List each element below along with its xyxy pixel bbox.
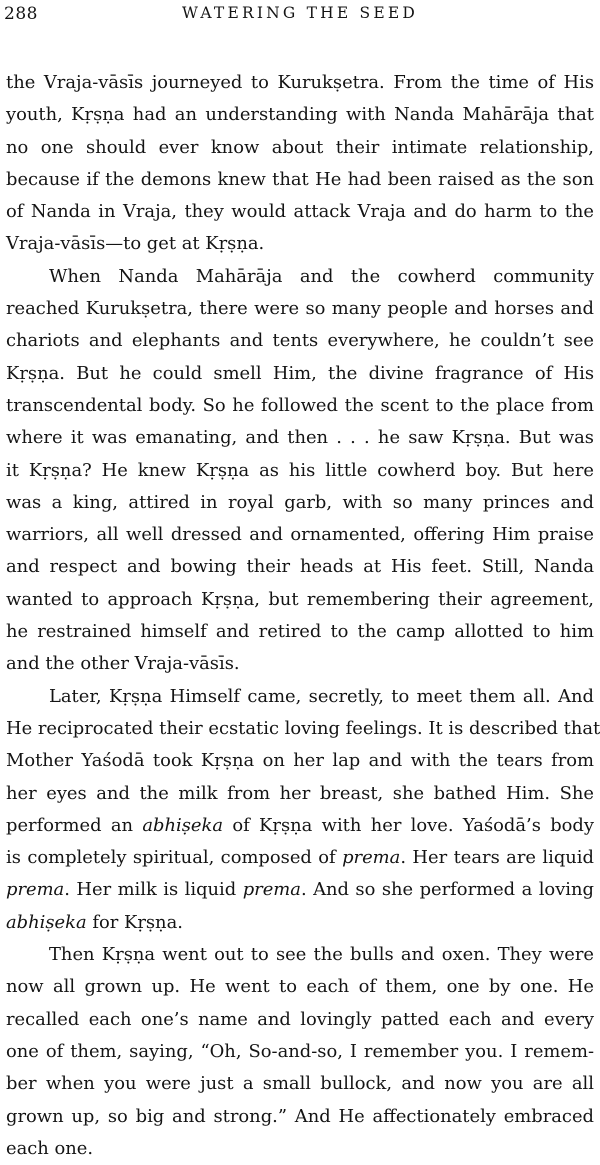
- text-line: abhiṣeka for Kṛṣṇa.: [6, 911, 183, 933]
- text-line: where it was emanating, and then . . . he saw Kṛṣṇa. But was: [6, 427, 594, 449]
- paragraph: [6, 939, 594, 1165]
- text-line: it Kṛṣṇa? He knew Kṛṣṇa as his little cowherd boy. But here: [6, 459, 594, 481]
- text-line: ber when you were just a small bullock, and now you are all: [6, 1073, 594, 1095]
- italic-term: prema: [6, 879, 65, 901]
- text-line: warriors, all well dressed and ornamented, offering Him praise: [6, 524, 594, 546]
- text-line: was a king, attired in royal garb, with so many princes and: [6, 491, 594, 513]
- body-text: [6, 67, 600, 1165]
- italic-term: prema: [242, 879, 301, 901]
- text-line: he restrained himself and retired to the camp allotted to him: [6, 621, 594, 643]
- paragraph: [6, 67, 594, 261]
- text-line: performed an abhiṣeka of Kṛṣṇa with her love. Yaśodā’s body: [6, 814, 594, 836]
- text-line: chariots and elephants and tents everywhere, he couldn’t see: [6, 330, 594, 352]
- text-line: now all grown up. He went to each of them, one by one. He: [6, 976, 594, 998]
- text-line: wanted to approach Kṛṣṇa, but remembering their agreement,: [6, 588, 594, 610]
- running-head: WATERING THE SEED: [182, 4, 418, 22]
- text-line: Kṛṣṇa. But he could smell Him, the divine fragrance of His: [6, 362, 594, 384]
- text-line: When Nanda Mahārāja and the cowherd community: [49, 265, 594, 287]
- text-line: is completely spiritual, composed of prema. Her tears are liquid: [6, 847, 594, 869]
- text-line: prema. Her milk is liquid prema. And so she performed a loving: [6, 879, 595, 901]
- paragraph: [6, 261, 594, 681]
- text-line: recalled each one’s name and lovingly patted each and every: [6, 1008, 594, 1030]
- text-line: transcendental body. So he followed the scent to the place from: [6, 394, 594, 416]
- text-line: each one.: [6, 1137, 94, 1159]
- italic-term: abhiṣeka: [6, 911, 87, 933]
- italic-term: abhiṣeka: [142, 814, 224, 836]
- paragraph: [6, 681, 600, 939]
- text-line: because if the demons knew that He had been raised as the son: [6, 168, 594, 190]
- text-line: youth, Kṛṣṇa had an understanding with Nanda Mahārāja that: [6, 104, 594, 126]
- text-line: He reciprocated their ecstatic loving feelings. It is described that: [6, 717, 600, 739]
- text-line: and respect and bowing their heads at His feet. Still, Nanda: [6, 556, 594, 578]
- text-line: grown up, so big and strong.” And He affectionately embraced: [6, 1105, 594, 1127]
- text-line: her eyes and the milk from her breast, she bathed Him. She: [6, 782, 594, 804]
- italic-term: prema: [342, 847, 401, 869]
- page-number: 288: [4, 4, 38, 24]
- text-line: reached Kurukṣetra, there were so many people and horses and: [6, 298, 594, 320]
- text-line: of Nanda in Vraja, they would attack Vraja and do harm to the: [6, 201, 594, 223]
- page-header: [0, 0, 600, 34]
- text-line: one of them, saying, “Oh, So-and-so, I remember you. I remem-: [6, 1040, 594, 1062]
- text-line: Vraja-vāsīs—to get at Kṛṣṇa.: [6, 233, 265, 255]
- text-line: Mother Yaśodā took Kṛṣṇa on her lap and with the tears from: [6, 750, 594, 772]
- text-line: no one should ever know about their intimate relationship,: [6, 136, 594, 158]
- text-line: Then Kṛṣṇa went out to see the bulls and oxen. They were: [49, 944, 594, 966]
- text-line: Later, Kṛṣṇa Himself came, secretly, to meet them all. And: [49, 685, 594, 707]
- text-line: and the other Vraja-vāsīs.: [6, 653, 240, 675]
- text-line: the Vraja-vāsīs journeyed to Kurukṣetra. From the time of His: [6, 72, 594, 93]
